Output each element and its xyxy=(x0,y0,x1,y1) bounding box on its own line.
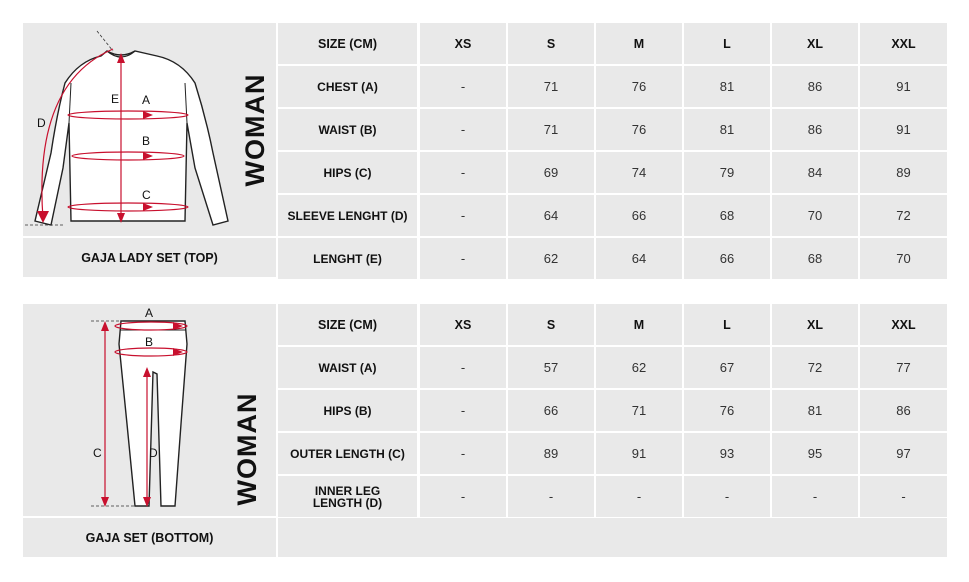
measurement-label: HIPS (B) xyxy=(278,390,417,431)
measurement-value: - xyxy=(420,238,506,279)
size-column-header: XS xyxy=(420,23,506,64)
measurement-value: 64 xyxy=(596,238,682,279)
measurement-value: - xyxy=(420,433,506,474)
measurement-value: 89 xyxy=(860,152,947,193)
measurement-value: 77 xyxy=(860,347,947,388)
measurement-value: - xyxy=(420,109,506,150)
measurement-value: 84 xyxy=(772,152,858,193)
measurement-value: - xyxy=(860,476,947,517)
top-garment-illustration xyxy=(23,23,276,236)
size-column-header: S xyxy=(508,23,594,64)
measurement-value: 74 xyxy=(596,152,682,193)
measurement-value: 68 xyxy=(684,195,770,236)
bottom-empty-row xyxy=(278,518,947,557)
measurement-value: 76 xyxy=(596,66,682,107)
bottom-caption: GAJA SET (BOTTOM) xyxy=(23,518,276,557)
size-header: SIZE (CM) xyxy=(278,304,417,345)
measurement-value: 72 xyxy=(772,347,858,388)
top-caption: GAJA LADY SET (TOP) xyxy=(23,238,276,277)
label-c: C xyxy=(142,188,151,202)
measurement-value: 81 xyxy=(684,109,770,150)
measurement-value: 70 xyxy=(860,238,947,279)
measurement-value: - xyxy=(596,476,682,517)
measurement-label: LENGHT (E) xyxy=(278,238,417,279)
measurement-value: 93 xyxy=(684,433,770,474)
measurement-value: 76 xyxy=(684,390,770,431)
measurement-value: - xyxy=(420,195,506,236)
measurement-value: 71 xyxy=(508,109,594,150)
measurement-label: WAIST (B) xyxy=(278,109,417,150)
top-illustration-panel xyxy=(23,23,276,236)
measurement-value: - xyxy=(420,152,506,193)
measurement-value: 66 xyxy=(508,390,594,431)
measurement-value: 97 xyxy=(860,433,947,474)
measurement-label: INNER LEG LENGTH (D) xyxy=(278,476,417,517)
size-column-header: M xyxy=(596,23,682,64)
label-b: B xyxy=(142,134,151,148)
measurement-value: 70 xyxy=(772,195,858,236)
label-d: D xyxy=(149,446,158,460)
measurement-value: 68 xyxy=(772,238,858,279)
measurement-value: 72 xyxy=(860,195,947,236)
measurement-value: 69 xyxy=(508,152,594,193)
size-column-header: XL xyxy=(772,23,858,64)
measurement-value: - xyxy=(420,347,506,388)
measurement-value: 81 xyxy=(772,390,858,431)
measurement-value: 67 xyxy=(684,347,770,388)
label-a: A xyxy=(145,306,154,320)
measurement-value: - xyxy=(420,476,506,517)
measurement-value: 71 xyxy=(596,390,682,431)
measurement-value: 91 xyxy=(860,109,947,150)
measurement-label: CHEST (A) xyxy=(278,66,417,107)
size-column-header: XXL xyxy=(860,304,947,345)
measurement-label: OUTER LENGTH (C) xyxy=(278,433,417,474)
size-column-header: XXL xyxy=(860,23,947,64)
measurement-label: HIPS (C) xyxy=(278,152,417,193)
measurement-value: 76 xyxy=(596,109,682,150)
measurement-value: - xyxy=(420,390,506,431)
measurement-value: 89 xyxy=(508,433,594,474)
measurement-value: 81 xyxy=(684,66,770,107)
measurement-value: 62 xyxy=(508,238,594,279)
label-a: A xyxy=(142,93,151,107)
measurement-value: 91 xyxy=(860,66,947,107)
measurement-value: 86 xyxy=(772,109,858,150)
measurement-value: 62 xyxy=(596,347,682,388)
label-b: B xyxy=(145,335,154,349)
measurement-value: - xyxy=(420,66,506,107)
measurement-value: 66 xyxy=(684,238,770,279)
label-d: D xyxy=(37,116,46,130)
bottom-illustration-panel xyxy=(23,304,276,516)
measurement-value: 57 xyxy=(508,347,594,388)
measurement-value: 95 xyxy=(772,433,858,474)
measurement-value: - xyxy=(508,476,594,517)
measurement-value: - xyxy=(772,476,858,517)
shirt-outline xyxy=(35,51,228,225)
measurement-value: 79 xyxy=(684,152,770,193)
measurement-value: 71 xyxy=(508,66,594,107)
measurement-value: 66 xyxy=(596,195,682,236)
measurement-value: 64 xyxy=(508,195,594,236)
size-column-header: S xyxy=(508,304,594,345)
size-column-header: L xyxy=(684,304,770,345)
bottom-gender-label: WOMAN xyxy=(232,392,262,506)
size-column-header: M xyxy=(596,304,682,345)
measurement-label: SLEEVE LENGHT (D) xyxy=(278,195,417,236)
measurement-value: - xyxy=(684,476,770,517)
size-column-header: XS xyxy=(420,304,506,345)
label-e: E xyxy=(111,92,120,106)
measurement-value: 86 xyxy=(772,66,858,107)
measurement-label: WAIST (A) xyxy=(278,347,417,388)
top-gender-label: WOMAN xyxy=(240,73,270,187)
measurement-value: 91 xyxy=(596,433,682,474)
size-column-header: L xyxy=(684,23,770,64)
size-column-header: XL xyxy=(772,304,858,345)
size-header: SIZE (CM) xyxy=(278,23,417,64)
measurement-value: 86 xyxy=(860,390,947,431)
label-c: C xyxy=(93,446,102,460)
